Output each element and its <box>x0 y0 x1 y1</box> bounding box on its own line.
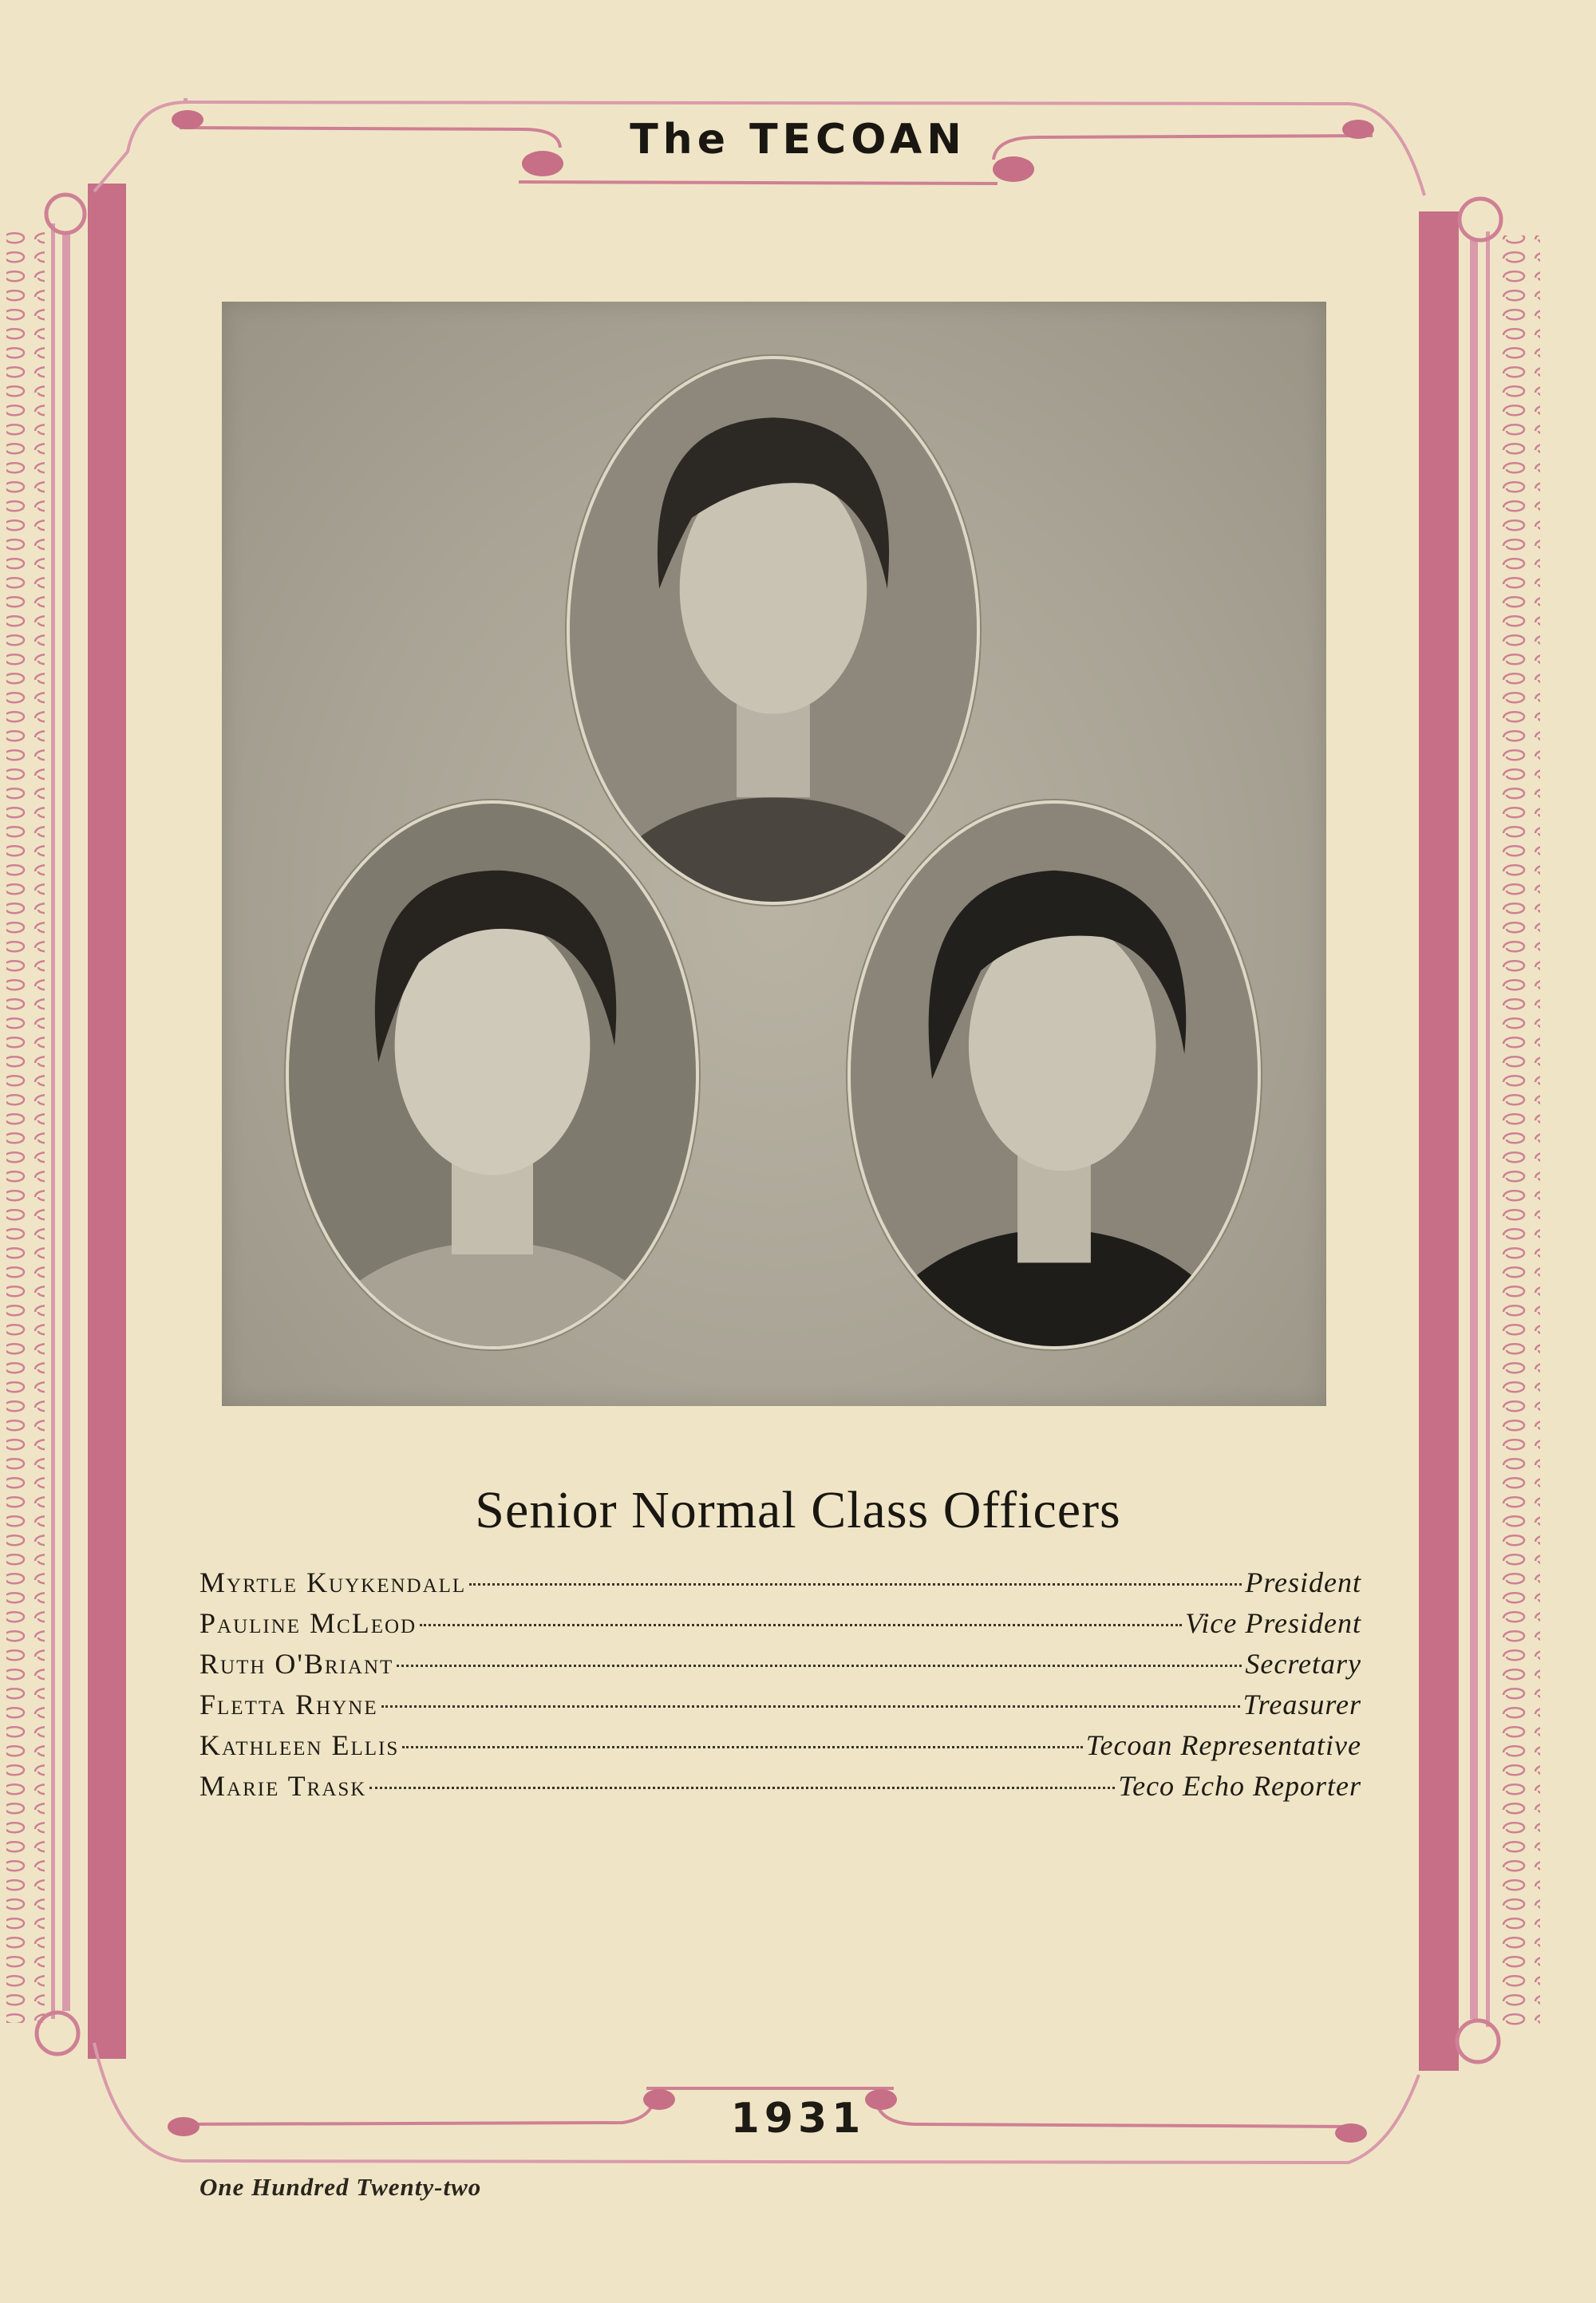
footer-year: 1931 <box>730 2095 866 2143</box>
dot-leader <box>381 1705 1240 1708</box>
officer-name: Ruth O'Briant <box>200 1648 394 1680</box>
list-item <box>200 1566 1361 1606</box>
list-item <box>200 1728 1361 1769</box>
officer-role: Secretary <box>1245 1648 1361 1680</box>
page-header-title: The TECOAN <box>630 116 966 164</box>
dot-leader <box>402 1746 1083 1748</box>
officer-role: Tecoan Representative <box>1085 1729 1361 1761</box>
officer-name: Myrtle Kuykendall <box>200 1566 467 1598</box>
officer-role: Treasurer <box>1242 1689 1361 1720</box>
officer-list <box>200 1566 1361 1810</box>
dot-leader <box>397 1665 1242 1667</box>
list-item <box>200 1606 1361 1647</box>
page-number: One Hundred Twenty-two <box>200 2173 482 2201</box>
officer-name: Pauline McLeod <box>200 1607 417 1639</box>
section-title: Senior Normal Class Officers <box>475 1481 1121 1539</box>
portrait-photo-bottom-left <box>286 800 699 1349</box>
officer-name: Marie Trask <box>200 1770 367 1802</box>
list-item <box>200 1769 1361 1810</box>
list-item <box>200 1647 1361 1688</box>
officer-role: Vice President <box>1185 1607 1361 1639</box>
officer-name: Fletta Rhyne <box>200 1689 378 1720</box>
dot-leader <box>469 1583 1242 1586</box>
portrait-photo-top <box>567 356 980 905</box>
photo-panel <box>222 302 1326 1406</box>
officer-name: Kathleen Ellis <box>200 1729 400 1761</box>
officer-role: President <box>1245 1566 1361 1598</box>
list-item <box>200 1688 1361 1728</box>
dot-leader <box>420 1624 1182 1626</box>
portrait-photo-bottom-right <box>847 800 1261 1349</box>
officer-role: Teco Echo Reporter <box>1118 1770 1361 1802</box>
dot-leader <box>369 1787 1115 1789</box>
